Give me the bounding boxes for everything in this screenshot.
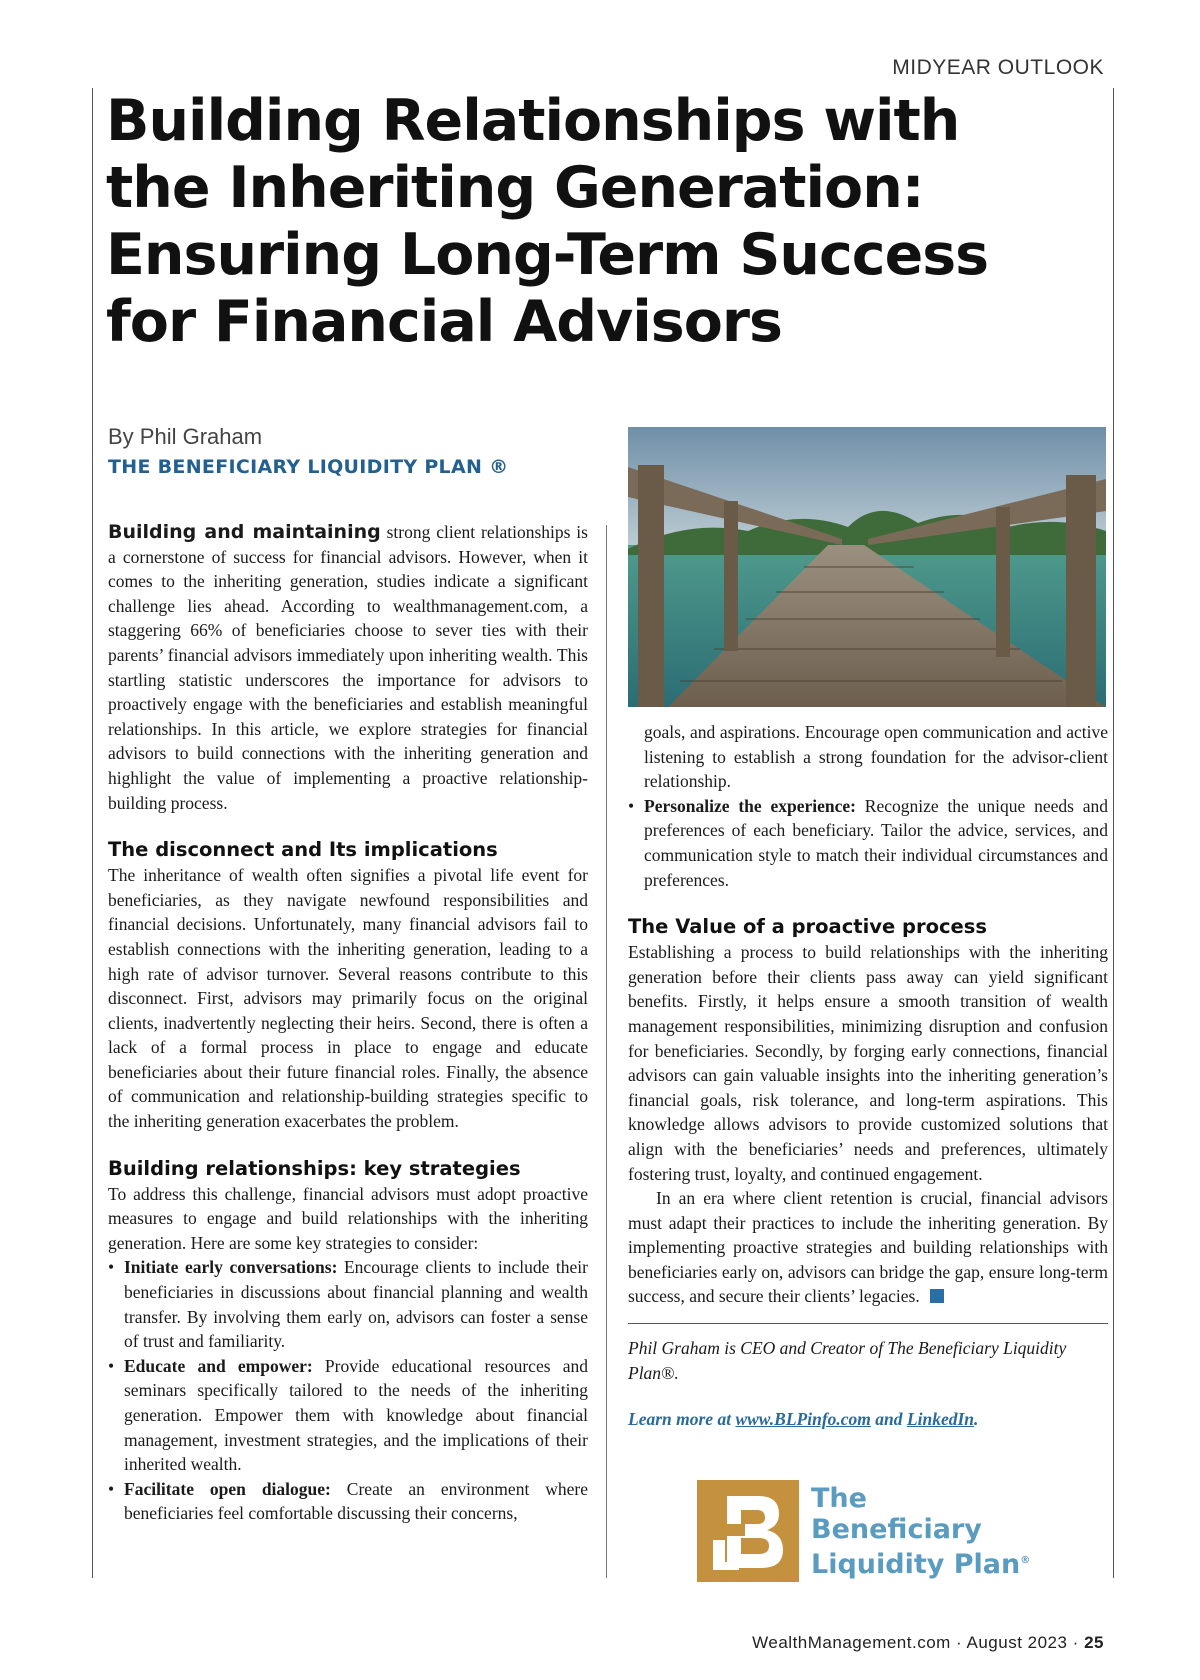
section-heading-value: The Value of a proactive process [628, 915, 987, 939]
byline: By Phil Graham [108, 424, 263, 449]
learn-more-prefix: Learn more at [628, 1409, 736, 1430]
bio-divider [628, 1323, 1108, 1324]
boardwalk-photo [628, 427, 1106, 707]
left-border-rule [92, 88, 93, 1578]
bullet-title: Initiate early conversations: [124, 1257, 338, 1278]
logo-line-2: Beneficiary [811, 1513, 982, 1545]
bullet-text: Provide educational resources and seminars specifically tailored to the needs of the inheriting generation. Empower them with knowledge about financial management, investment strategies, and the implications of their inherited wealth. [124, 1355, 588, 1475]
list-item [108, 1477, 588, 1526]
page-number: 25 [1084, 1633, 1104, 1652]
right-border-rule [1113, 88, 1114, 1578]
bullet-title: Educate and empower: [124, 1355, 313, 1376]
bullet-text: Create an environment where beneficiaries feel comfortable discussing their concerns, [124, 1478, 588, 1524]
list-item [108, 1354, 588, 1477]
bullet-title: Facilitate open dialogue: [124, 1478, 331, 1499]
intro-paragraph [108, 520, 588, 815]
learn-more-suffix: . [974, 1409, 979, 1430]
list-item [628, 794, 1108, 892]
logo-monogram-icon [697, 1480, 799, 1582]
strategy-list-continued [628, 794, 1108, 892]
bullet-text: Recognize the unique needs and preferences of each beneficiary. Tailor the advice, services, and communication style to match their individual circumstances and preferences. [644, 795, 1108, 890]
logo-line-3: Liquidity Plan [811, 1548, 1021, 1580]
blpinfo-link[interactable]: www.BLPinfo.com [735, 1409, 871, 1430]
section-heading-disconnect: The disconnect and Its implications [108, 838, 498, 862]
strategy-list [108, 1255, 588, 1526]
bullet-continued: goals, and aspirations. Encourage open communication and active listening to establish a strong foundation for the advisor-client relationship. [644, 722, 1108, 792]
section-body-strategies: To address this challenge, financial advisors must adopt proactive measures to engage and build relationships with the inheriting generation. Here are some key strategies to consider: [108, 1183, 588, 1253]
logo-line-3-wrap [811, 1545, 1030, 1580]
section-body-value: Establishing a process to build relationships with the inheriting generation before their clients pass away can yield significant benefits. Firstly, it helps ensure a smooth transition of wealth management responsibilities, minimizing disruption and confusion for beneficiaries. Secondly, by forging early connections, financial advisors can gain valuable insights into the inheriting generation’s financial goals, risk tolerance, and long-term aspirations. This knowledge allows advisors to provide customized solutions that align with the beneficiaries’ needs and preferences, ultimately fostering trust, loyalty, and continued engagement. [628, 942, 1108, 1184]
learn-more [628, 1407, 1108, 1432]
logo-wordmark [811, 1483, 1030, 1580]
column-divider [606, 525, 607, 1578]
logo-reg-mark: ® [1020, 1554, 1031, 1566]
logo-mark-icon [697, 1480, 799, 1582]
learn-more-middle: and [870, 1409, 907, 1430]
list-item [108, 1255, 588, 1353]
bullet-title: Personalize the experience: [644, 795, 856, 816]
section-body-disconnect: The inheritance of wealth often signifies a pivotal life event for beneficiaries, as they navigate newfound responsibilities and financial decisions. Unfortunately, many financial advisors fail to establish connections with the inheriting generation, leading to a high rate of advisor turnover. Several reasons contribute to this disconnect. First, advisors may primarily focus on the original clients, inadvertently neglecting their heirs. Second, there is often a lack of a formal process in place to engage and educate beneficiaries about their future financial roles. Finally, the absence of communication and relationship-building strategies specific to the inheriting generation exacerbates the problem. [108, 865, 588, 1132]
linkedin-link[interactable]: LinkedIn [906, 1409, 975, 1430]
footer-site: WealthManagement.com · August 2023 · [752, 1633, 1085, 1652]
logo-line-1: The [811, 1482, 867, 1514]
closing-paragraph [628, 1186, 1108, 1309]
article-headline: Building Relationships with the Inheriting Generation: Ensuring Long-Term Success for Financial Advisors [106, 88, 989, 355]
blp-logo [697, 1476, 1037, 1586]
author-bio: Phil Graham is CEO and Creator of The Beneficiary Liquidity Plan®. [628, 1338, 1067, 1383]
intro-text: strong client relationships is a cornerstone of success for financial advisors. However, when it comes to the inheriting generation, studies indicate a significant challenge lies ahead. According to wealthmanagement.com, a staggering 66% of beneficiaries choose to sever ties with their parents’ financial advisors immediately upon inheriting wealth. This startling statistic underscores the importance for advisors to proactively engage with the beneficiaries and establish meaningful relationships. In this article, we explore strategies for financial advisors to build connections with the inheriting generation and highlight the value of implementing a proactive relationship-building process. [108, 522, 588, 813]
section-label: MIDYEAR OUTLOOK [892, 56, 1104, 79]
intro-lead: Building and maintaining [108, 521, 381, 543]
end-mark-icon [930, 1289, 944, 1303]
right-column [628, 720, 1108, 1432]
boardwalk-illustration [628, 427, 1106, 707]
left-column [108, 520, 588, 1526]
section-heading-strategies: Building relationships: key strategies [108, 1156, 521, 1180]
closing-text: In an era where client retention is crucial, financial advisors must adapt their practices to include the inheriting generation. By implementing proactive strategies and building relationships with beneficiaries early on, advisors can bridge the gap, ensure long-term success, and secure their clients’ legacies. [628, 1188, 1108, 1307]
author-affiliation: THE BENEFICIARY LIQUIDITY PLAN ® [108, 456, 509, 478]
page-footer [752, 1633, 1104, 1653]
bullet-text: Encourage clients to include their beneficiaries in discussions about financial planning and wealth transfer. By involving them early on, advisors can foster a sense of trust and familiarity. [124, 1257, 588, 1352]
